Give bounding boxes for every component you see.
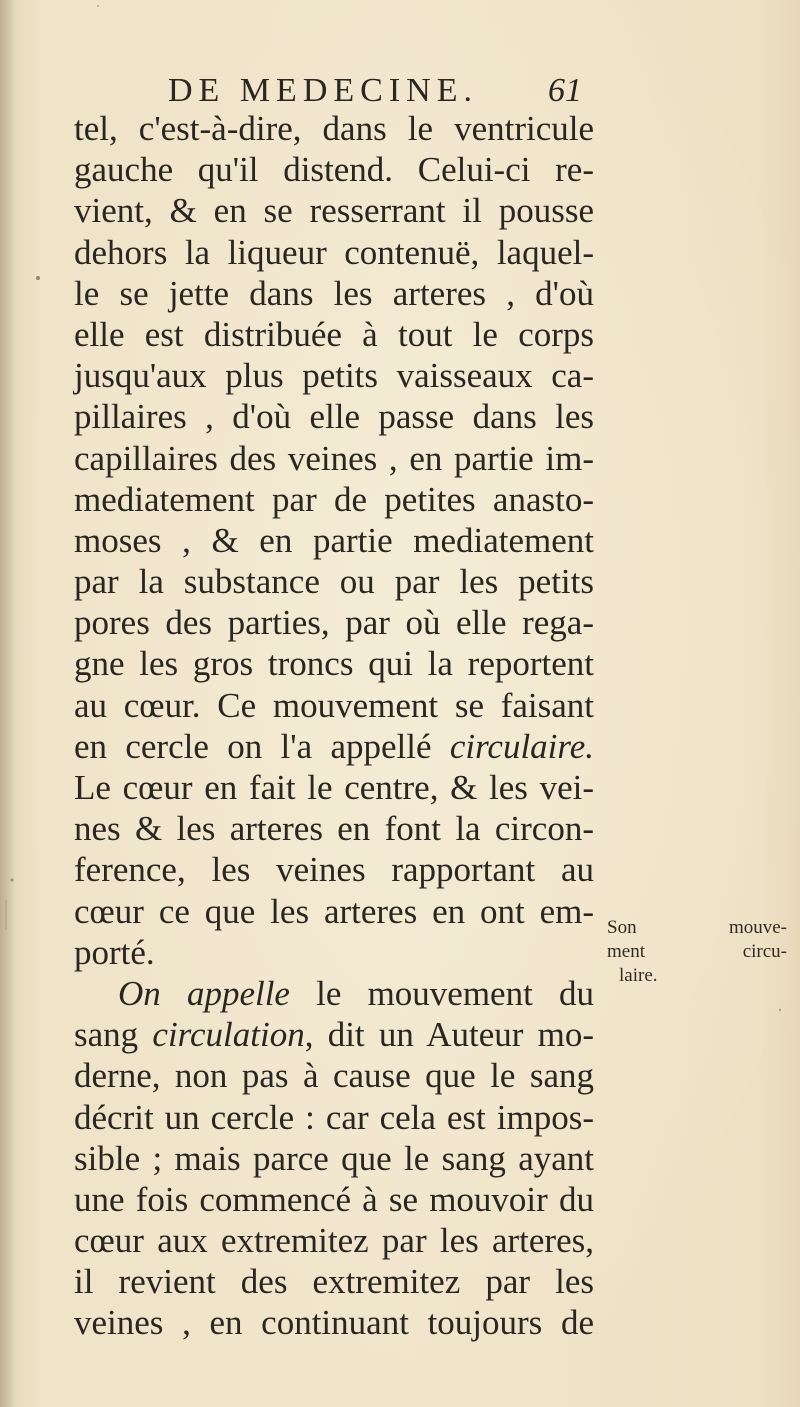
text-line: derne, non pas à cause que le sang [74,1056,594,1096]
text-line: veines , en continuant toujours de [74,1303,594,1343]
gutter-shadow [0,0,16,1407]
text-line: elle est distribuée à tout le corps [74,314,594,354]
text-line [74,973,594,1014]
margin-note-line: laire. [619,965,658,986]
text-line: le se jette dans les arteres , d'où [74,273,594,313]
text-line: sible ; mais parce que le sang ayant [74,1138,594,1178]
text-line: cœur ce que les arteres en ont em- [74,891,594,931]
text-line: porté. [74,932,155,972]
text-line: une fois commencé à se mouvoir du [74,1179,594,1219]
text-line: gne les gros troncs qui la reportent [74,644,594,684]
margin-note-line: Son mouve- [607,917,787,938]
running-title: DE MEDECINE. [168,72,478,109]
text-line: tel, c'est-à-dire, dans le ventricule [74,109,594,148]
text-line: pores des parties, par où elle rega- [74,603,594,643]
text-segment: le mouvement du [316,973,594,1013]
text-line: dehors la liqueur contenuë, laquel- [74,232,594,272]
italic-term-circulation: circulation [152,1015,305,1055]
text-line: nes & les arteres en font la circon- [74,809,594,849]
italic-phrase-on-appelle: On appelle [118,973,290,1013]
text-line: ference, les veines rapportant au [74,850,594,890]
text-segment: en cercle on l'a appellé [74,726,432,766]
text-line: au cœur. Ce mouvement se faisant [74,685,594,725]
text-line: mediatement par de petites anasto- [74,479,594,519]
text-line: cœur aux extremitez par les arteres, [74,1221,594,1261]
text-segment: sang [74,1015,139,1055]
text-line: il revient des extremitez par les [74,1262,594,1302]
text-line [74,1014,594,1055]
text-segment: , dit un Auteur mo- [304,1015,595,1055]
text-line: moses , & en partie mediatement [74,520,594,560]
page-number: 61 [548,72,582,109]
text-line: décrit un cercle : car cela est impos- [74,1097,594,1137]
text-line: gauche qu'il distend. Celui-ci re- [74,150,594,190]
text-line: capillaires des veines , en partie im- [74,438,594,478]
text-line: par la substance ou par les petits [74,562,594,602]
margin-note [607,916,797,988]
text-line: Le cœur en fait le centre, & les vei- [74,768,594,807]
text-line [74,726,594,767]
text-line: pillaires , d'où elle passe dans les [74,397,594,437]
text-line: vient, & en se resserrant il pousse [74,191,594,231]
margin-note-line: ment circu- [607,941,787,962]
body-text [74,108,594,1344]
text-line: jusqu'aux plus petits vaisseaux ca- [74,356,594,396]
italic-term-circulaire: circulaire. [449,726,595,766]
